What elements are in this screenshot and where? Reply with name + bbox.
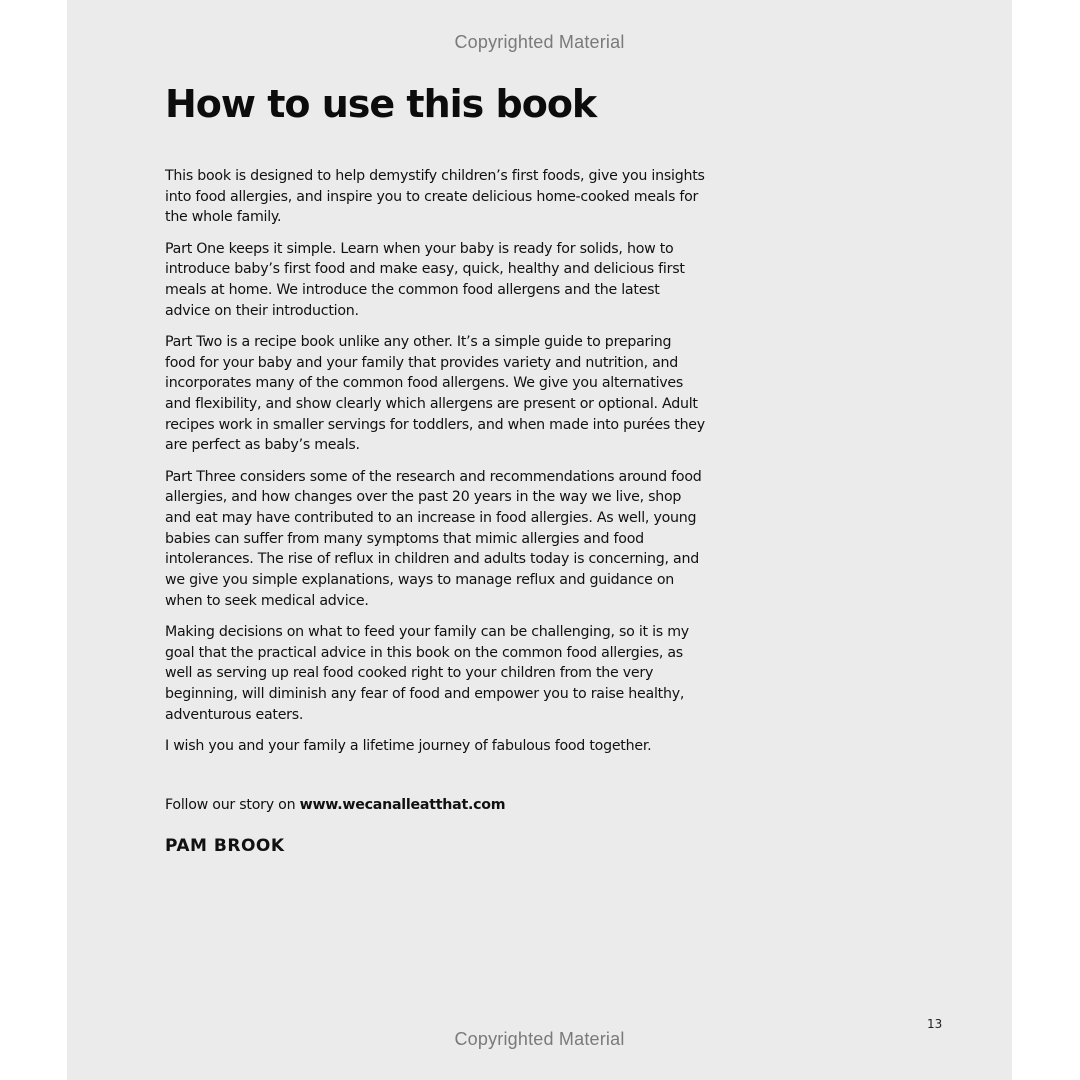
paragraph-decisions: Making decisions on what to feed your family can be challenging, so it is my goal that the practical advice in this book on the common food allergies, as well as serving up real food cooked right to your children from the very beginning, will diminish any fear of food and empower you to raise healthy, adventurous eaters. (165, 624, 689, 723)
follow-line (165, 797, 505, 813)
body-text (165, 166, 705, 767)
author-name: PAM BROOK (165, 836, 285, 856)
paragraph-part-three: Part Three considers some of the research and recommendations around food allergies, and how changes over the past 20 years in the way we live, shop and eat may have contributed to an increase in food allergies. As well, young babies can suffer from many symptoms that mimic allergies and food intolerances. The rise of reflux in children and adults today is concerning, and we give you simple explanations, ways to manage reflux and guidance on when to seek medical advice. (165, 468, 702, 609)
paragraph-intro: This book is designed to help demystify children’s first foods, give you insights into food allergies, and inspire you to create delicious home-cooked meals for the whole family. (165, 168, 705, 226)
follow-prefix: Follow our story on (165, 797, 300, 813)
book-page (67, 0, 1012, 1080)
paragraph-part-one: Part One keeps it simple. Learn when your baby is ready for solids, how to introduce baby’s first food and make easy, quick, healthy and delicious first meals at home. We introduce the common food allergens and the latest advice on their introduction. (165, 240, 685, 319)
paragraph-wish: I wish you and your family a lifetime journey of fabulous food together. (165, 738, 652, 755)
website-link[interactable]: www.wecanalleatthat.com (299, 797, 506, 813)
copyright-watermark-top: Copyrighted Material (454, 32, 625, 52)
page-title: How to use this book (165, 82, 597, 126)
page-number: 13 (927, 1017, 943, 1031)
copyright-watermark-bottom: Copyrighted Material (454, 1029, 625, 1049)
paragraph-part-two: Part Two is a recipe book unlike any other. It’s a simple guide to preparing food for your baby and your family that provides variety and nutrition, and incorporates many of the common food allergens. We give you alternatives and flexibility, and show clearly which allergens are present or optional. Adult recipes work in smaller servings for toddlers, and when made into purées they are perfect as baby’s meals. (165, 333, 705, 454)
